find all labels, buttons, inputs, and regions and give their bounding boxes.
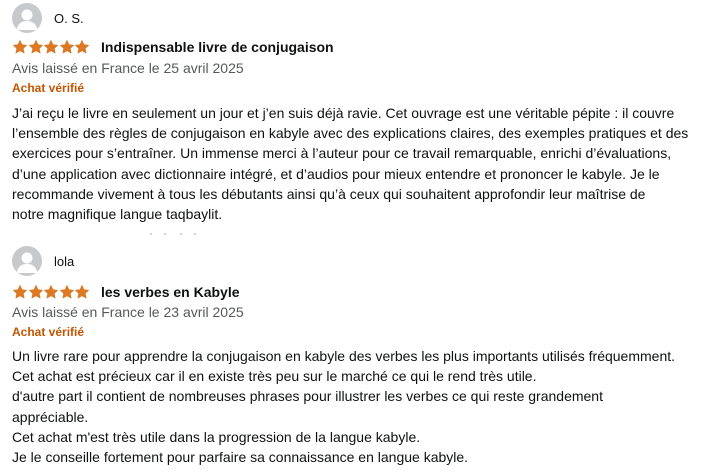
review-text-line: Je le conseille fortement pour parfaire sa connaissance en langue kabyle. — [12, 449, 469, 466]
star-icon — [12, 39, 28, 55]
verified-purchase-badge: Achat vérifié — [12, 81, 85, 95]
review-title-link[interactable]: Indispensable livre de conjugaison — [101, 39, 334, 55]
review-date: Avis laissé en France le 25 avril 2025 — [12, 60, 244, 76]
star-icon — [74, 284, 90, 300]
review-text-line: l’ensemble des règles de conjugaison en kabyle avec des explications claires, des exemples pratiques et des — [12, 125, 689, 142]
star-icon — [28, 39, 44, 55]
review-text-line: Cet achat m'est très utile dans la progression de la langue kabyle. — [12, 428, 421, 445]
star-rating[interactable] — [12, 284, 90, 300]
star-icon — [59, 284, 75, 300]
star-icon — [43, 284, 59, 300]
reviewer-name[interactable]: O. S. — [54, 10, 84, 26]
review-text — [12, 346, 702, 467]
review-text-line: d'autre part il contient de nombreuses phrases pour illustrer les verbes ce qui reste grandement — [12, 388, 603, 405]
review-title-link[interactable]: les verbes en Kabyle — [101, 284, 240, 300]
avatar-icon — [12, 246, 42, 276]
review-text-line: J’ai reçu le livre en seulement un jour et j’en suis déjà ravie. Cet ouvrage est une véritable pépite : il couvre — [12, 105, 675, 121]
review-text — [12, 103, 702, 224]
review-text-line: notre magnifique langue taqbaylit. — [12, 206, 223, 223]
review-text-line: d’une application avec dictionnaire intégré, et d’audios pour mieux entendre et prononcer le kabyle. Je le — [12, 165, 660, 182]
avatar-icon — [12, 3, 42, 33]
reviewer-profile[interactable] — [12, 3, 84, 33]
review-text-line: Un livre rare pour apprendre la conjugaison en kabyle des verbes les plus importants utilisés fréquemment. — [12, 348, 676, 364]
reviewer-name[interactable]: lola — [54, 253, 75, 269]
review-text-line: recommande vivement à tous les débutants ainsi qu’à ceux qui souhaitent approfondir leur maîtrise de — [12, 185, 646, 202]
star-icon — [28, 284, 44, 300]
review-text-line: Cet achat est précieux car il en existe très peu sur le marché ce qui le rend très utile. — [12, 368, 537, 385]
review-date: Avis laissé en France le 23 avril 2025 — [12, 304, 244, 320]
star-icon — [12, 284, 28, 300]
verified-purchase-badge: Achat vérifié — [12, 325, 85, 339]
review-text-line: appréciable. — [12, 408, 89, 425]
rating-row — [12, 37, 334, 57]
star-icon — [43, 39, 59, 55]
rating-row — [12, 282, 240, 302]
star-icon — [59, 39, 75, 55]
divider — [150, 233, 210, 237]
star-icon — [74, 39, 90, 55]
review-text-line: exercices pour s’entraîner. Un immense merci à l’auteur pour ce travail remarquable, enrichi d’évaluations, — [12, 145, 672, 162]
reviewer-profile[interactable] — [12, 246, 74, 276]
star-rating[interactable] — [12, 39, 90, 55]
